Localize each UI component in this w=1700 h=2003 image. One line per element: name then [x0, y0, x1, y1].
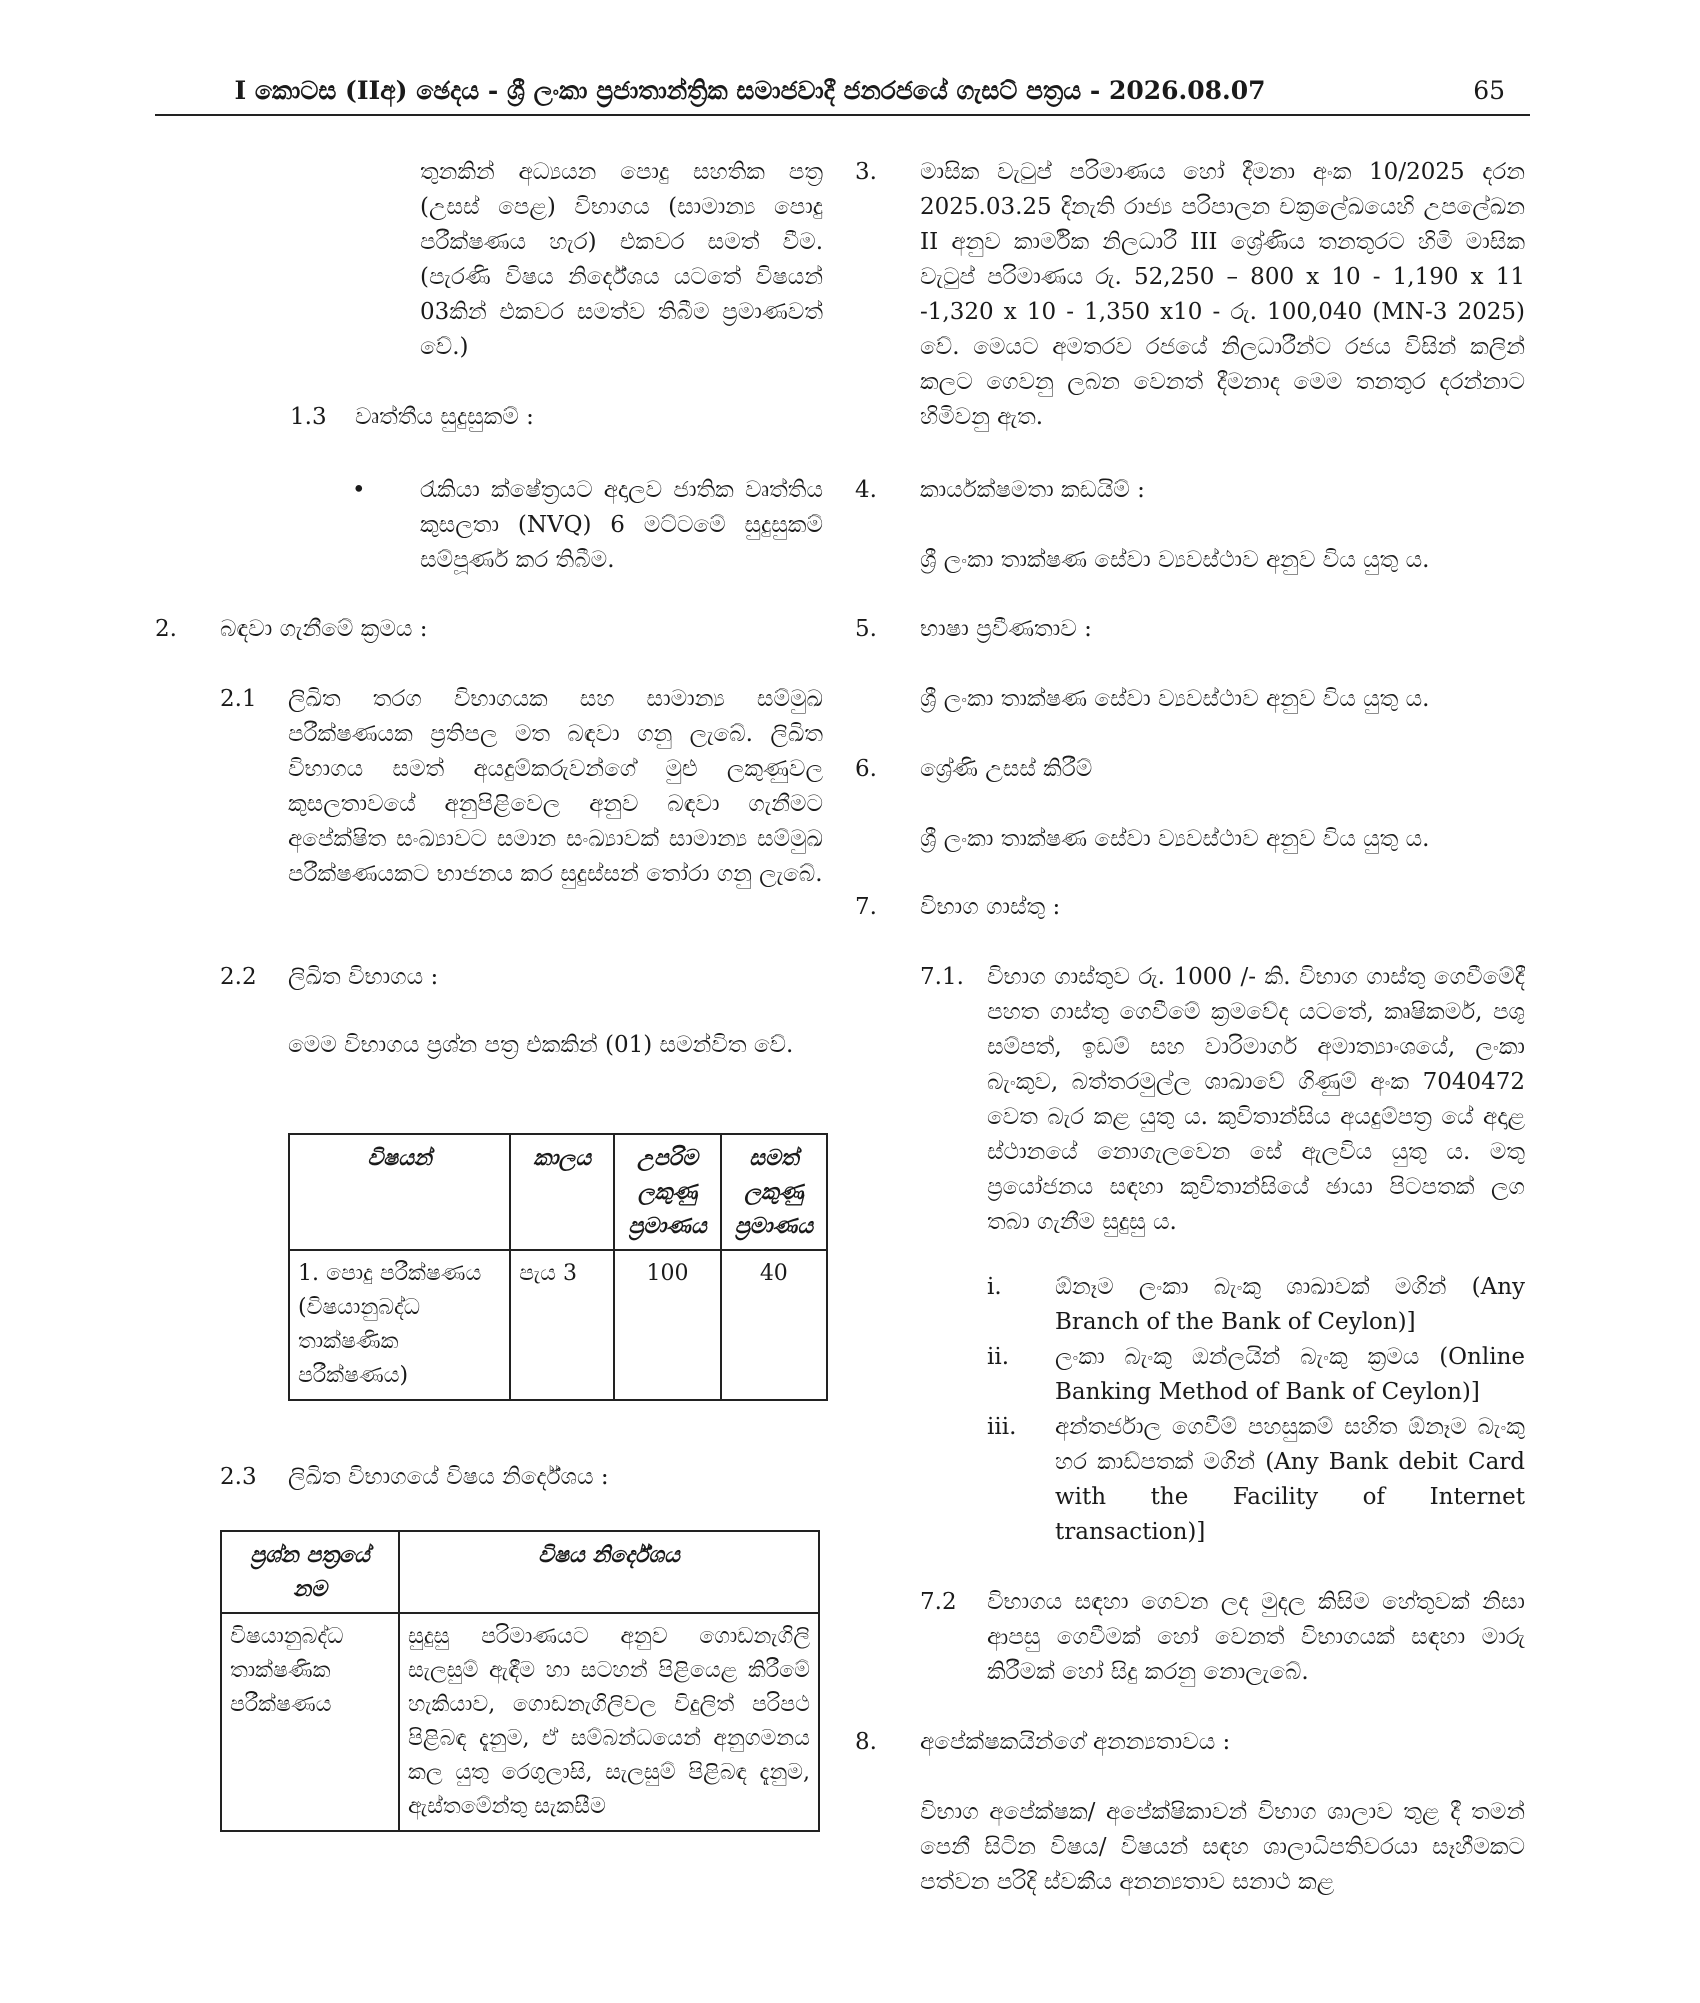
section-4-title: කාර්යක්ෂමතා කඩයිම් : [920, 477, 1145, 503]
section-1-3-text: රැකියා ක්ෂේත්‍රයට අදාලව ජාතික වෘත්තිය කුසලතා (NVQ) 6 මට්ටමේ සුදුසුකම් සම්පූර්ණ කර තිබීම. [420, 477, 823, 573]
payment-option-1-number: i. [987, 1274, 1002, 1300]
section-7-2-text: විභාගය සඳහා ගෙවන ලද මුදල කිසිම හේතුවක් නිසා ආපසු ගෙවීමක් හෝ වෙනත් විභාගයක් සඳහා මාරු කිරීමක් හෝ සිදු කරනු නොලැබේ. [987, 1589, 1525, 1685]
section-2-3-title: ලිඛිත විභාගයේ විෂය නිර්දේශය : [288, 1464, 609, 1490]
section-5-number: 5. [855, 616, 877, 642]
syllabus-table-content-cell: සුදුසු පරිමාණයට අනුව ගොඩනැගිලි සැලසුම් ඇඳීම හා සටහන් පිළියෙළ කිරීමේ හැකියාව, ගොඩනැගිලිවල විදුලිත් පරිපථ පිළිබඳ දැනුම, ඒ සම්බන්ධයෙන් අනුගමනය කල යුතු රෙගුලාසි, සැලසුම් පිළිබඳ දැනුම, ඇස්තමේන්තු සැකසීම [399, 1613, 819, 1831]
continuation-paragraph: තුනකින් අධ්‍යයන පොදු සහතික පත්‍ර (උසස් පෙළ) විභාගය (සාමාන්‍ය පොදු පරීක්ෂණය හැර) එකවර සමත් වීම. (පැරණි විෂය නිර්දේශය යටතේ විෂයන් 03කින් එකවර සමත්ව තිබීම ප්‍රමාණවත් වේ.) [420, 159, 823, 360]
section-6-text: ශ්‍රී ලංකා තාක්ෂණ සේවා ව්‍යවස්ථාව අනුව විය යුතු ය. [920, 826, 1430, 852]
section-5-title: භාෂා ප්‍රවීණතාව : [920, 616, 1092, 642]
exam-table-header-subject: විෂයන් [289, 1134, 510, 1250]
syllabus-table [220, 1530, 820, 1832]
section-8-number: 8. [855, 1729, 877, 1755]
exam-table-max-marks-cell: 100 [614, 1250, 720, 1400]
gazette-title: I කොටස (IIඅ) ඡෙදය - ශ්‍රී ලංකා ප්‍රජාතාන්ත්‍රික සමාජවාදී ජනරජයේ ගැසට් පත්‍රය - 2026.08.07 [234, 76, 1266, 105]
bullet: • [352, 477, 366, 503]
section-3-text: මාසික වැටුප් පරිමාණය හෝ දීමනා අංක 10/2025 දරන 2025.03.25 දිනැති රාජ්‍ය පරිපාලන චක්‍රලේඛයෙහි උපලේඛන II අනුව කාර්මික නිලධාරී III ශ්‍රේණිය තනතුරට හිමි මාසික වැටුප් පරිමාණය රු. 52,250 – 800 x 10 - 1,190 x 11 -1,320 x 10 - 1,350 x10 - රු. 100,040 (MN-3 2025) වේ. මෙයට අමතරව රජයේ නිලධාරීන්ට රජය විසින් කලින් කලට ගෙවනු ලබන වෙනත් දීමනාද මෙම තනතුර දරන්නාට හිමිවනු ඇත. [920, 159, 1525, 430]
exam-table-duration-cell: පැය 3 [510, 1250, 614, 1400]
exam-table-header-pass-marks: සමත් ලකුණු ප්‍රමාණය [721, 1134, 827, 1250]
section-7-title: විභාග ගාස්තු : [920, 894, 1061, 920]
section-4-text: ශ්‍රී ලංකා තාක්ෂණ සේවා ව්‍යවස්ථාව අනුව විය යුතු ය. [920, 547, 1430, 573]
section-2-3-number: 2.3 [220, 1464, 257, 1490]
table-row [221, 1613, 819, 1831]
page-number: 65 [1473, 76, 1505, 105]
section-2-1-number: 2.1 [220, 686, 257, 712]
payment-option-1-text: ඕනෑම ලංකා බැංකු ශාඛාවක් මගින් (Any Branch of the Bank of Ceylon)] [1055, 1274, 1525, 1335]
section-3-number: 3. [855, 159, 877, 185]
exam-table-header-max-marks: උපරිම ලකුණු ප්‍රමාණය [614, 1134, 720, 1250]
exam-table [288, 1133, 828, 1401]
section-8-title: අපේක්ෂකයින්ගේ අනන්‍යතාවය : [920, 1729, 1231, 1755]
section-2-title: බඳවා ගැනීමේ ක්‍රමය : [220, 616, 428, 642]
section-2-2-title: ලිඛිත විභාගය : [288, 964, 439, 990]
exam-table-subject-cell: 1. පොදු පරීක්ෂණය (විෂයානුබද්ධ තාක්ෂණික පරීක්ෂණය) [289, 1250, 510, 1400]
section-8-text: විභාග අපේක්ෂක/ අපේක්ෂිකාවන් විභාග ශාලාව තුළ දී තමන් පෙනී සිටින විෂය/ විෂයන් සඳහ ශාලාධිපතිවරයා සෑහීමකට පත්වන පරිදි ස්වකීය අනන්‍යතාව සනාථ කළ [920, 1799, 1525, 1895]
table-row [289, 1250, 827, 1400]
section-2-2-number: 2.2 [220, 964, 257, 990]
section-7-2-number: 7.2 [920, 1589, 957, 1615]
payment-option-3-text: අන්තර්ජාල ගෙවීම් පහසුකම් සහිත ඕනෑම බැංකු හර කාඩ්පතක් මගින් (Any Bank debit Card with the Facility of Internet transaction)] [1055, 1414, 1525, 1545]
payment-option-2-text: ලංකා බැංකු ඔන්ලයින් බැංකු ක්‍රමය (Online Banking Method of Bank of Ceylon)] [1055, 1344, 1525, 1405]
section-6-title: ශ්‍රේණි උසස් කිරීම් [920, 756, 1093, 782]
section-1-3-number: 1.3 [290, 404, 327, 430]
payment-option-3-number: iii. [987, 1414, 1017, 1440]
syllabus-table-header-row [221, 1531, 819, 1613]
syllabus-table-header-paper: ප්‍රශ්න පත්‍රයේ නම [221, 1531, 399, 1613]
section-2-number: 2. [155, 616, 177, 642]
exam-table-header-duration: කාලය [510, 1134, 614, 1250]
exam-table-header-row [289, 1134, 827, 1250]
section-2-2-text: මෙම විභාගය ප්‍රශ්න පත්‍ර එකකින් (01) සමන්විත වේ. [288, 1032, 794, 1058]
section-6-number: 6. [855, 756, 877, 782]
section-4-number: 4. [855, 477, 877, 503]
payment-option-2-number: ii. [987, 1344, 1010, 1370]
page-header [155, 70, 1530, 116]
section-1-3-title: වෘත්තීය සුදුසුකම් : [355, 404, 534, 430]
section-5-text: ශ්‍රී ලංකා තාක්ෂණ සේවා ව්‍යවස්ථාව අනුව විය යුතු ය. [920, 686, 1430, 712]
exam-table-pass-marks-cell: 40 [721, 1250, 827, 1400]
section-7-number: 7. [855, 894, 877, 920]
syllabus-table-header-syllabus: විෂය නිර්දේශය [399, 1531, 819, 1613]
syllabus-table-paper-cell: විෂයානුබද්ධ තාක්ෂණික පරීක්ෂණය [221, 1613, 399, 1831]
section-2-1-text: ලිඛිත තරග විභාගයක සහ සාමාන්‍ය සම්මුඛ පරීක්ෂණයක ප්‍රතිපල මත බඳවා ගනු ලැබේ. ලිඛිත විභාගය සමත් අයදුම්කරුවන්ගේ මුළු ලකුණුවල කුසලතාවයේ අනුපිළිවෙල අනුව බඳවා ගැනීමට අපේක්ෂිත සංඛ්‍යාවට සමාන සංඛ්‍යාවක් සාමාන්‍ය සම්මුඛ පරීක්ෂණයකට භාජනය කර සුදුස්සන් තෝරා ගනු ලැබේ. [288, 686, 823, 887]
section-7-1-text: විභාග ගාස්තුව රු. 1000 /- කි. විභාග ගාස්තු ගෙවීමේදී පහත ගාස්තු ගෙවීමේ ක්‍රමවේද යටතේ, කෘෂිකර්ම, පශු සම්පත්, ඉඩම් සහ වාරිමාර්ග අමාත්‍යාංශයේ, ලංකා බැංකුව, බත්තරමුල්ල ශාඛාවේ ගිණුම් අංක 7040472 වෙත බැර කළ යුතු ය. කුවිතාන්සිය අයදුම්පත්‍ර යේ අදාළ ස්ථානයේ නොගැලවෙන සේ ඇලවිය යුතු ය. මතු ප්‍රයෝජනය සඳහා කුවිතාන්සියේ ඡායා පිටපතක් ලග තබා ගැනීම සුදුසු ය. [987, 964, 1525, 1235]
section-7-1-number: 7.1. [920, 964, 964, 990]
